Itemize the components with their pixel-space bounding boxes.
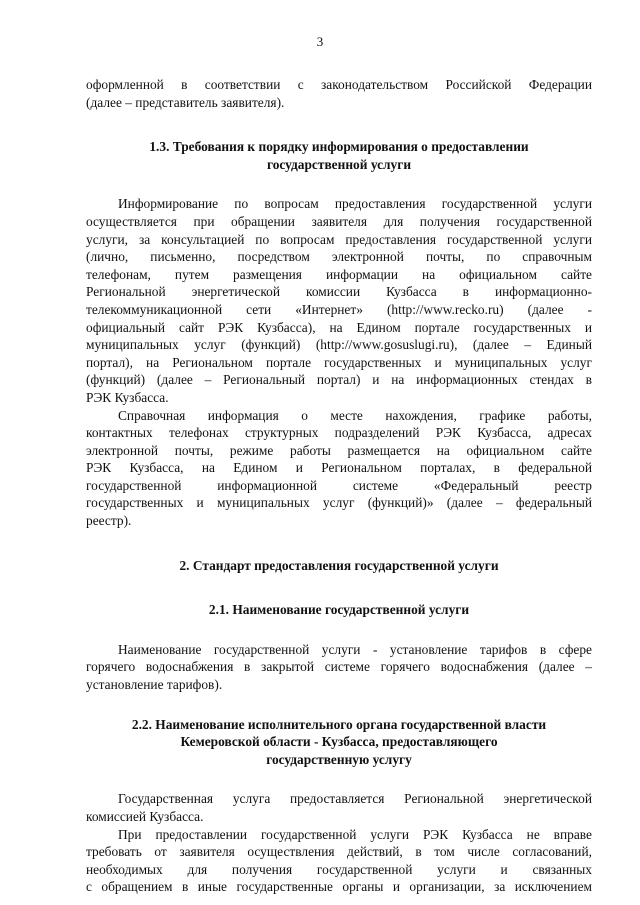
- text-line: государственных и муниципальных услуг (функций)» (далее – федеральный: [86, 495, 592, 511]
- heading-line: государственную услугу: [266, 751, 412, 767]
- heading-line: 1.3. Требования к порядку информирования о предоставлении: [149, 139, 529, 155]
- text-line: (далее – представитель заявителя).: [86, 94, 285, 110]
- text-line: горячего водоснабжения в закрытой системе горячего водоснабжения (далее –: [86, 659, 592, 675]
- text-line: реестр).: [86, 513, 132, 529]
- text-line: Справочная информация о месте нахождения, графике работы,: [118, 407, 592, 423]
- text-line: официальный сайт РЭК Кузбасса), на Едином портале государственных и: [86, 319, 592, 335]
- heading-line: 2.2. Наименование исполнительного органа государственной власти: [131, 716, 547, 732]
- section-2-2-heading: [86, 716, 592, 769]
- text-line: РЭК Кузбасса.: [86, 389, 169, 405]
- text-line: контактных телефонах структурных подразделений РЭК Кузбасса, адресах: [86, 425, 592, 441]
- text-line: с обращением в иные государственные органы и организации, за исключением: [86, 879, 592, 895]
- text-line: (лично, письменно, посредством электронной почты, по справочным: [86, 249, 592, 265]
- text-line: комиссией Кузбасса.: [86, 809, 204, 824]
- heading-line: государственной услуги: [266, 156, 412, 172]
- section-1-3-paragraph-2: [86, 407, 592, 530]
- text-line: РЭК Кузбасса, на Едином и Региональном порталах, в федеральной: [86, 460, 592, 476]
- section-2-2-paragraph-2: [86, 826, 592, 896]
- page-number: 3: [316, 34, 324, 49]
- text-line: требовать от заявителя осуществления действий, в том числе согласований,: [86, 844, 592, 860]
- text-line: телекоммуникационной сети «Интернет» (http://www.recko.ru) (далее -: [86, 301, 592, 317]
- text-line: услуги, за консультацией по вопросам предоставления государственной услуги: [86, 231, 592, 247]
- section-1-3-heading: [86, 138, 592, 173]
- text-line: Региональной энергетической комиссии Кузбасса в информационно-: [86, 284, 592, 300]
- text-line: портал), на Региональном портале государственных и муниципальных услуг: [86, 354, 592, 370]
- text-line: необходимых для получения государственной услуги и связанных: [86, 861, 592, 877]
- text-line: государственной информационной системе «Федеральный реестр: [86, 477, 592, 493]
- section-2-1-paragraph: [86, 641, 592, 694]
- text-line: Наименование государственной услуги - установление тарифов в сфере: [118, 641, 592, 657]
- document-body: [86, 76, 592, 896]
- text-line: Информирование по вопросам предоставления государственной услуги: [118, 196, 592, 212]
- section-2-2-paragraph-1: [86, 790, 592, 825]
- text-line: (функций) (далее – Региональный портал) и на информационных стендах в: [86, 372, 592, 388]
- intro-paragraph: [86, 76, 592, 111]
- text-line: оформленной в соответствии с законодательством Российской Федерации: [86, 77, 592, 92]
- text-line: телефонам, путем размещения информации на официальном сайте: [86, 266, 592, 282]
- text-line: осуществляется при обращении заявителя для получения государственной: [86, 213, 592, 229]
- text-line: электронной почты, режиме работы размещается на официальном сайте: [86, 442, 592, 458]
- text-line: При предоставлении государственной услуги РЭК Кузбасса не вправе: [118, 826, 592, 842]
- section-2-1-heading: 2.1. Наименование государственной услуги: [208, 602, 470, 618]
- heading-line: Кемеровской области - Кузбасса, предоставляющего: [180, 734, 498, 750]
- text-line: муниципальных услуг (функций) (http://www.gosuslugi.ru), (далее – Единый: [86, 337, 592, 353]
- section-1-3-paragraph-1: [86, 195, 592, 406]
- section-2-heading: 2. Стандарт предоставления государственной услуги: [179, 557, 499, 573]
- text-line: установление тарифов).: [86, 677, 223, 693]
- text-line: Государственная услуга предоставляется Региональной энергетической: [118, 791, 592, 807]
